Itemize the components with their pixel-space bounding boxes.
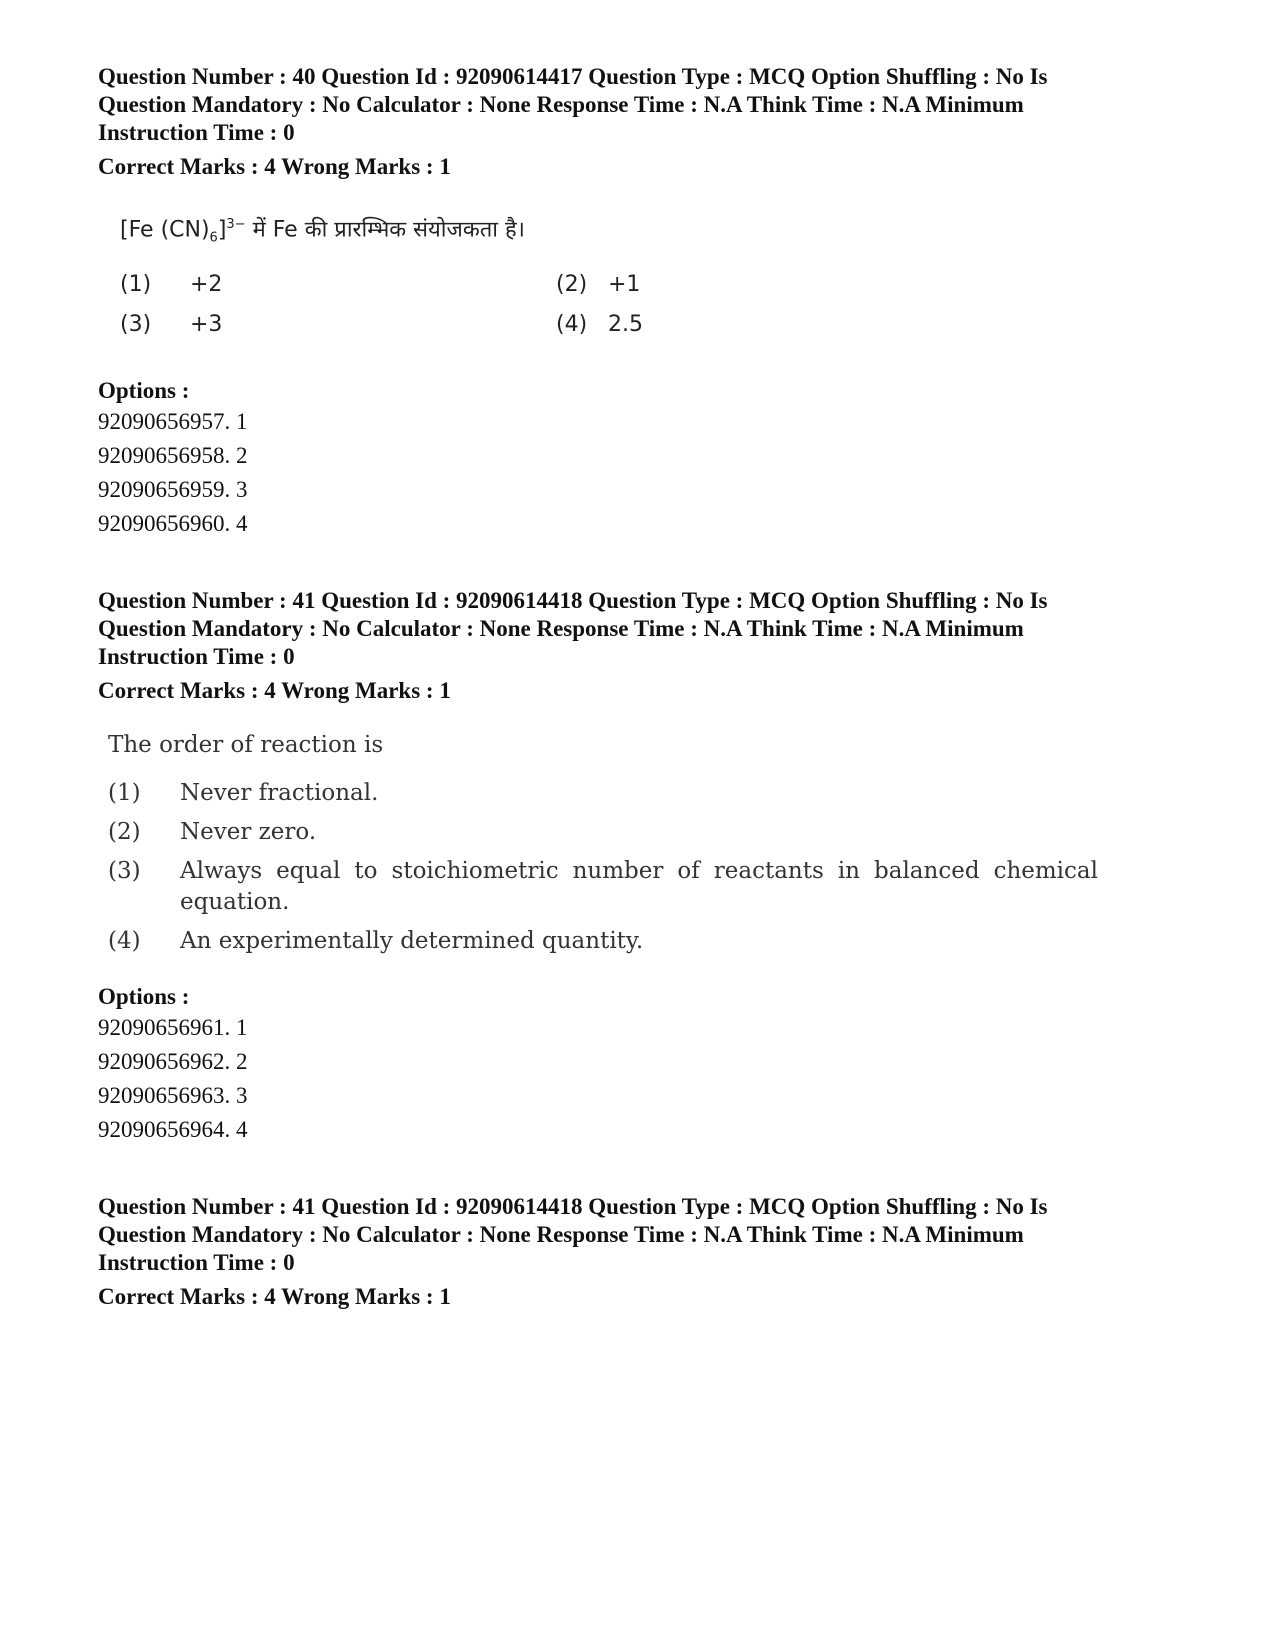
question-41-repeat-header (98, 1193, 1138, 1311)
question-meta-line: Question Mandatory : No Calculator : None Response Time : N.A Think Time : N.A Minimum (98, 92, 1024, 117)
question-41-options (98, 983, 1138, 1147)
question-meta-line: Question Mandatory : No Calculator : None Response Time : N.A Think Time : N.A Minimum (98, 1222, 1024, 1247)
stem-text: ] (217, 217, 227, 243)
question-meta-line: Question Number : 40 Question Id : 92090614417 Question Type : MCQ Option Shuffling : No Is (98, 64, 1048, 89)
options-heading: Options : (98, 378, 190, 403)
choice-item (108, 778, 1098, 809)
marks-line: Correct Marks : 4 Wrong Marks : 1 (98, 678, 451, 703)
choice-number: (2) (556, 271, 588, 297)
choice-text: +3 (190, 311, 223, 337)
question-meta-line: Question Mandatory : No Calculator : None Response Time : N.A Think Time : N.A Minimum (98, 616, 1024, 641)
choice-grid (120, 272, 740, 362)
question-meta-line: Question Number : 41 Question Id : 92090614418 Question Type : MCQ Option Shuffling : No Is (98, 588, 1048, 613)
choice-item (108, 856, 1098, 918)
choice-text: +1 (608, 271, 641, 297)
option-line: 92090656957. 1 (98, 409, 248, 434)
option-line: 92090656964. 4 (98, 1117, 248, 1142)
choice-text: Always equal to stoichiometric number of reactants in balanced chemical equation. (180, 858, 1098, 915)
choice-text: Never zero. (180, 819, 317, 845)
question-meta-line: Instruction Time : 0 (98, 1250, 295, 1275)
question-41-header (98, 587, 1138, 705)
option-line: 92090656961. 1 (98, 1015, 248, 1040)
option-line: 92090656958. 2 (98, 443, 248, 468)
choice-number: (1) (108, 780, 141, 806)
option-line: 92090656963. 3 (98, 1083, 248, 1108)
choice-number: (2) (108, 819, 141, 845)
stem-superscript: 3− (226, 217, 246, 232)
choice-text: Never fractional. (180, 780, 379, 806)
question-stem (120, 210, 740, 254)
choice-number: (3) (108, 858, 141, 884)
question-40-content (120, 210, 740, 362)
choice-text: An experimentally determined quantity. (180, 928, 644, 954)
stem-subscript: 6 (209, 230, 218, 246)
choice-item (108, 817, 1098, 848)
choice-item (556, 312, 643, 337)
option-line: 92090656962. 2 (98, 1049, 248, 1074)
stem-text: [Fe (CN) (120, 217, 210, 243)
choice-item (120, 272, 222, 297)
question-40-options (98, 377, 1138, 541)
choice-text: 2.5 (608, 311, 643, 337)
choice-number: (3) (120, 311, 152, 337)
choice-item (120, 312, 222, 337)
choice-item (556, 272, 640, 297)
question-stem: The order of reaction is (108, 732, 384, 758)
choice-text: +2 (190, 271, 223, 297)
question-41-content (108, 730, 1098, 965)
choice-number: (1) (120, 271, 152, 297)
options-heading: Options : (98, 984, 190, 1009)
stem-text: में Fe की प्रारम्भिक संयोजकता है। (245, 217, 525, 243)
choice-item (108, 926, 1098, 957)
choice-number: (4) (108, 928, 141, 954)
option-line: 92090656960. 4 (98, 511, 248, 536)
marks-line: Correct Marks : 4 Wrong Marks : 1 (98, 154, 451, 179)
choice-number: (4) (556, 311, 588, 337)
question-meta-line: Instruction Time : 0 (98, 120, 295, 145)
option-line: 92090656959. 3 (98, 477, 248, 502)
question-40-header (98, 63, 1138, 181)
question-meta-line: Instruction Time : 0 (98, 644, 295, 669)
marks-line: Correct Marks : 4 Wrong Marks : 1 (98, 1284, 451, 1309)
question-meta-line: Question Number : 41 Question Id : 92090614418 Question Type : MCQ Option Shuffling : No Is (98, 1194, 1048, 1219)
